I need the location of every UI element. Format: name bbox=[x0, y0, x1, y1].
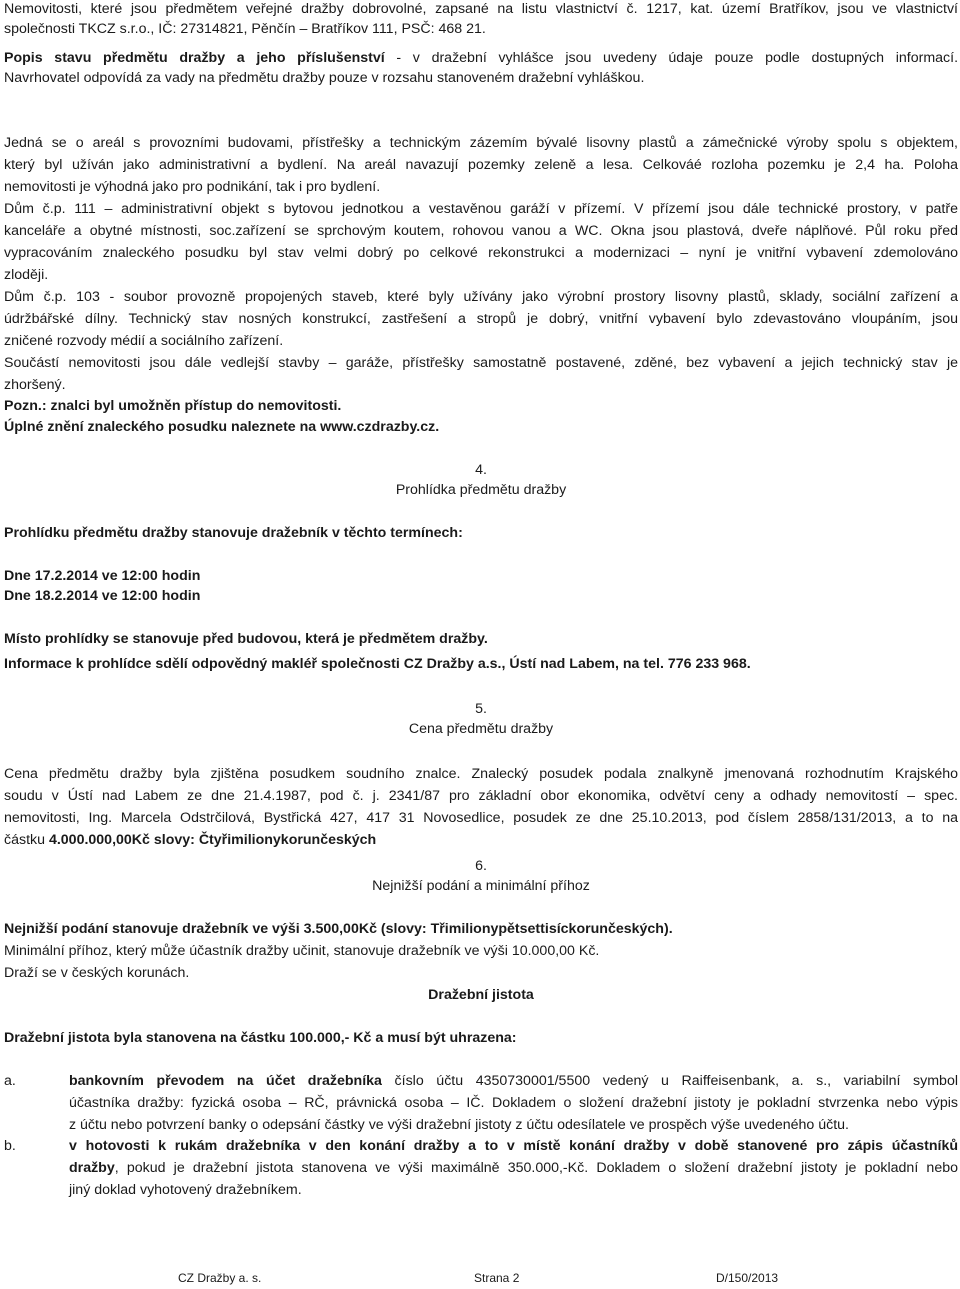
deposit-b-line-2 bbox=[69, 1159, 958, 1179]
inspection-info: Informace k prohlídce sdělí odpovědný makléř společnosti CZ Dražby a.s., Ústí nad Labem, na tel. 776 233 968. bbox=[4, 656, 751, 672]
section-6-number: 6. bbox=[475, 858, 487, 874]
intro-line-2: společnosti TKCZ s.r.o., IČ: 27314821, Pěnčín – Bratříkov 111, PSČ: 468 21. bbox=[4, 21, 486, 37]
minimum-increment: Minimální příhoz, který může účastník dražby učinit, stanovuje dražebník ve výši 10.000,00 Kč. bbox=[4, 943, 600, 959]
access-note: Pozn.: znalci byl umožněn přístup do nemovitosti. bbox=[4, 398, 342, 414]
deposit-b-line-1: v hotovosti k rukám dražebníka v den konání dražby a to v místě konání dražby v době stanovené pro zápis účastníků bbox=[69, 1138, 958, 1154]
desc-p1-line-2: který byl užíván jako administrativní a bydlení. Na areál navazují pozemky zeleně a lesa. Celkováé rozloha pozemku je 2,4 ha. Poloha bbox=[4, 157, 958, 173]
deposit-a-line-1-rest: číslo účtu 4350730001/5500 vedený u Raiffeisenbank, a. s., variabilní symbol bbox=[381, 1073, 958, 1089]
deposit-b-line-2-rest: , pokud je dražební jistota stanovena ve výši maximálně 350.000,-Kč. Dokladem o složení dražební jistoty je pokladní nebo bbox=[114, 1160, 958, 1176]
price-line-2: soudu v Ústí nad Labem ze dne 21.4.1987, pod č. j. 2341/87 pro základní obor ekonomika, odvětví ceny a odhady nemovitostí – spec. bbox=[4, 788, 958, 804]
inspection-date-1: Dne 17.2.2014 ve 12:00 hodin bbox=[4, 568, 201, 584]
deposit-a-line-1 bbox=[69, 1072, 958, 1092]
desc-p2-line-2: kanceláře a obytné místnosti, soc.zařízení se sprchovým koutem, rohovou vanou a WC. Okna jsou plastová, dveře náplňové. Půl roku před bbox=[4, 223, 958, 239]
price-amount: 4.000.000,00Kč slovy: Čtyřimilionykorunčeských bbox=[48, 832, 377, 848]
section-6-title: Nejnižší podání a minimální příhoz bbox=[372, 878, 590, 894]
deposit-b-line-3: jiný doklad vyhotovený dražebníkem. bbox=[69, 1182, 302, 1198]
section-5-title: Cena předmětu dražby bbox=[408, 721, 554, 737]
intro-line-1: Nemovitosti, které jsou předmětem veřejné dražby dobrovolné, zapsané na listu vlastnictví č. 1217, kat. území Bratříkov, jsou ve vlastnictví bbox=[4, 1, 958, 17]
desc-p4-line-2: zhoršený. bbox=[4, 377, 66, 393]
footer-page: Strana 2 bbox=[474, 1271, 520, 1285]
section-5-number: 5. bbox=[475, 701, 487, 717]
state-line-1-rest: - v dražební vyhlášce jsou uvedeny údaje pouze podle dostupných informací. bbox=[384, 50, 959, 66]
footer-company: CZ Dražby a. s. bbox=[178, 1271, 262, 1285]
footer-ref: D/150/2013 bbox=[716, 1271, 779, 1285]
deposit-title: Dražební jistota bbox=[428, 987, 534, 1003]
price-line-3: nemovitosti, Ing. Marcela Odstrčilová, Bystřická 427, 417 31 Novosedlice, posudek ze dne 25.10.2013, pod číslem 2858/131/2013, a to na bbox=[4, 810, 958, 826]
lowest-bid: Nejnižší podání stanovuje dražebník ve výši 3.500,00Kč (slovy: Třimilionypětsettisíckorunčeských). bbox=[4, 921, 673, 937]
list-marker-b: b. bbox=[4, 1138, 16, 1154]
desc-p1-line-3: nemovitosti je výhodná jako pro podnikání, tak i pro bydlení. bbox=[4, 179, 381, 195]
price-line-4 bbox=[4, 831, 958, 851]
desc-p2-line-3: vypracováním znaleckého posudku byl stav velmi dobrý po celkové rekonstrukci a modernizaci – nyní je vnitřní vybavení zdemolováno bbox=[4, 245, 958, 261]
state-heading: Popis stavu předmětu dražby a jeho příslušenství bbox=[4, 50, 385, 66]
desc-p1-line-1: Jedná se o areál s provozními budovami, přístřešky a technickým zázemím bývalé lisovny plastů a zámečnické výroby spolu s objektem, bbox=[4, 135, 958, 151]
deposit-b-bold: dražby bbox=[69, 1160, 115, 1176]
price-amount-prefix: částku bbox=[4, 832, 49, 848]
section-4-title: Prohlídka předmětu dražby bbox=[395, 482, 567, 498]
desc-p2-line-4: zloději. bbox=[4, 267, 49, 283]
section-4-number: 4. bbox=[475, 462, 487, 478]
deposit-intro: Dražební jistota byla stanovena na částku 100.000,- Kč a musí být uhrazena: bbox=[4, 1030, 517, 1046]
list-marker-a: a. bbox=[4, 1073, 16, 1089]
currency-note: Draží se v českých korunách. bbox=[4, 965, 190, 981]
state-line-1 bbox=[4, 49, 958, 69]
desc-p3-line-3: zničené rozvody médií a sociálního zařízení. bbox=[4, 333, 284, 349]
desc-p2-line-1: Dům č.p. 111 – administrativní objekt s bytovou jednotkou a vestavěnou garáží v přízemí. V přízemí jsou dále technické prostory, v patře bbox=[4, 201, 958, 217]
full-text-note: Úplné znění znaleckého posudku naleznete na www.czdrazby.cz. bbox=[4, 419, 440, 435]
inspection-date-2: Dne 18.2.2014 ve 12:00 hodin bbox=[4, 588, 201, 604]
desc-p3-line-1: Dům č.p. 103 - soubor provozně propojených staveb, které byly užívány jako výrobní prostory lisovny plastů, sklady, sociální zařízení a bbox=[4, 289, 958, 305]
inspection-intro: Prohlídku předmětu dražby stanovuje dražebník v těchto termínech: bbox=[4, 525, 463, 541]
bank-transfer-label: bankovním převodem na účet dražebníka bbox=[69, 1073, 382, 1089]
deposit-a-line-3: z účtu nebo potvrzení banky o odepsání částky ve výši dražební jistoty z účtu odesílatele ve prospěch výše uvedeného účtu. bbox=[69, 1117, 849, 1133]
desc-p3-line-2: údržbářské dílny. Technický stav nosných konstrukcí, zastřešení a stropů je dobrý, vnitřní vybavení bylo zdevastováno vloupáním, jsou bbox=[4, 311, 958, 327]
state-line-2: Navrhovatel odpovídá za vady na předmětu dražby pouze v rozsahu stanoveném dražební vyhláškou. bbox=[4, 70, 645, 86]
inspection-place: Místo prohlídky se stanovuje před budovou, která je předmětem dražby. bbox=[4, 631, 488, 647]
desc-p4-line-1: Součástí nemovitosti jsou dále vedlejší stavby – garáže, přístřešky samostatně postavené, zděné, bez vybavení a jejich technický stav je bbox=[4, 355, 958, 371]
deposit-a-line-2: účastníka dražby: fyzická osoba – RČ, právnická osoba – IČ. Dokladem o složení dražební jistoty je pokladní stvrzenka nebo výpis bbox=[69, 1095, 958, 1111]
price-line-1: Cena předmětu dražby byla zjištěna posudkem soudního znalce. Znalecký posudek podala znalkyně jmenovaná rozhodnutím Krajského bbox=[4, 766, 958, 782]
